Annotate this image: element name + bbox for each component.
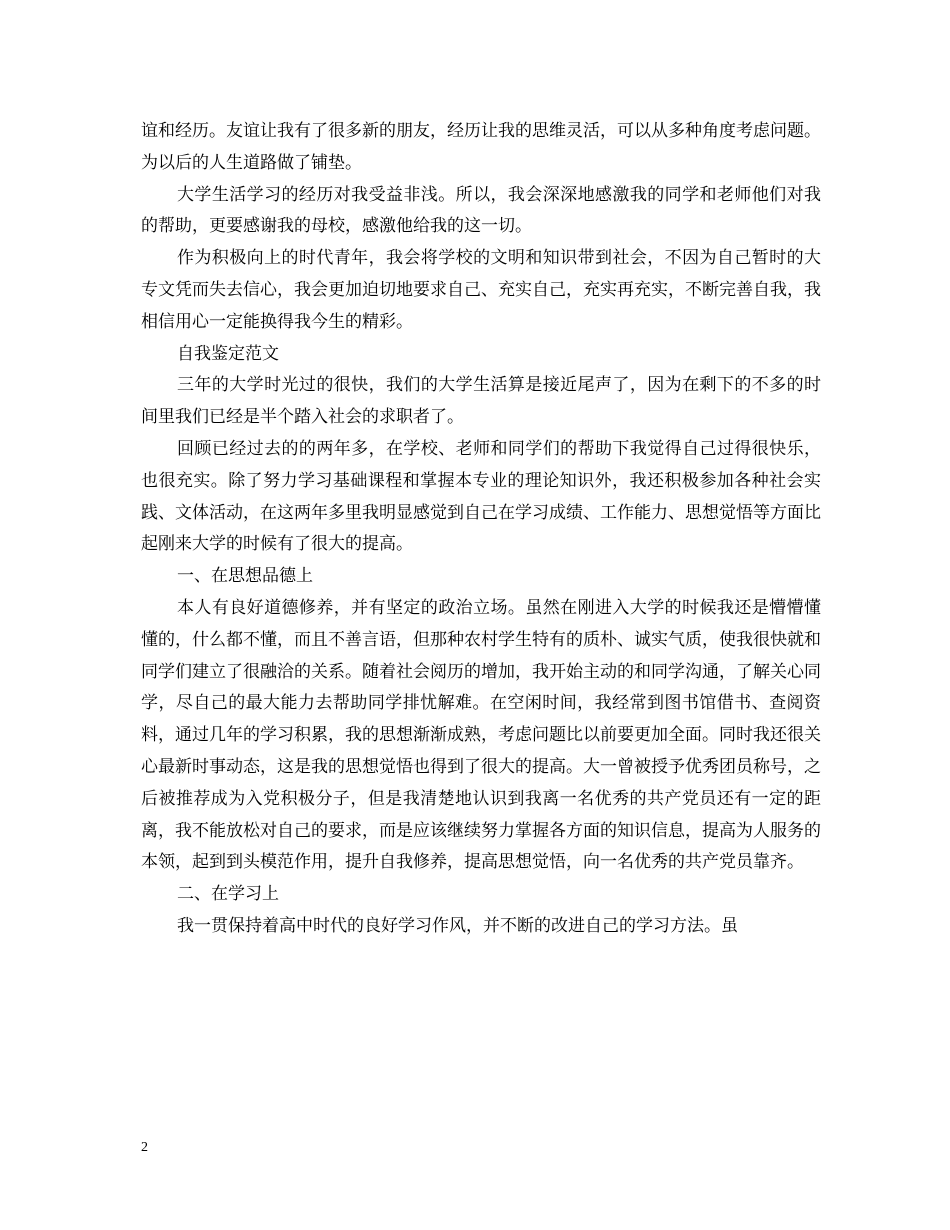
paragraph: 三年的大学时光过的很快，我们的大学生活算是接近尾声了，因为在剩下的不多的时间里我们已经是半个踏入社会的求职者了。 — [141, 375, 821, 428]
document-body — [141, 116, 821, 943]
subsection-heading: 二、在学习上 — [177, 884, 279, 905]
paragraph: 大学生活学习的经历对我受益非浅。所以，我会深深地感激我的同学和老师他们对我的帮助，更要感谢我的母校，感激他给我的这一切。 — [141, 184, 821, 237]
subsection-heading: 一、在思想品德上 — [177, 566, 313, 587]
paragraph: 我一贯保持着高中时代的良好学习作风，并不断的改进自己的学习方法。虽 — [177, 915, 738, 936]
page-number: 2 — [141, 1140, 148, 1155]
paragraph: 本人有良好道德修养，并有坚定的政治立场。虽然在刚进入大学的时候我还是懵懵懂懂的，什么都不懂，而且不善言语，但那种农村学生特有的质朴、诚实气质，使我很快就和同学们建立了很融洽的关系。随着社会阅历的增加，我开始主动的和同学沟通，了解关心同学，尽自己的最大能力去帮助同学排忧解难。在空闲时间，我经常到图书馆借书、查阅资料，通过几年的学习积累，我的思想渐渐成熟，考虑问题比以前要更加全面。同时我还很关心最新时事动态，这是我的思想觉悟也得到了很大的提高。大一曾被授予优秀团员称号，之后被推荐成为入党积极分子，但是我清楚地认识到我离一名优秀的共产党员还有一定的距离，我不能放松对自己的要求，而是应该继续努力掌握各方面的知识信息，提高为人服务的本领，起到到头模范作用，提升自我修养，提高思想觉悟，向一名优秀的共产党员靠齐。 — [141, 597, 821, 873]
section-heading: 自我鉴定范文 — [177, 343, 279, 364]
paragraph-continuation: 谊和经历。友谊让我有了很多新的朋友，经历让我的思维灵活，可以从多种角度考虑问题。为以后的人生道路做了铺垫。 — [141, 121, 821, 173]
paragraph: 回顾已经过去的的两年多，在学校、老师和同学们的帮助下我觉得自己过得很快乐，也很充实。除了努力学习基础课程和掌握本专业的理论知识外，我还积极参加各种社会实践、文体活动，在这两年多里我明显感觉到自己在学习成绩、工作能力、思想觉悟等方面比起刚来大学的时候有了很大的提高。 — [141, 438, 821, 555]
paragraph: 作为积极向上的时代青年，我会将学校的文明和知识带到社会，不因为自己暂时的大专文凭而失去信心，我会更加迫切地要求自己、充实自己，充实再充实，不断完善自我，我相信用心一定能换得我今生的精彩。 — [141, 248, 821, 332]
